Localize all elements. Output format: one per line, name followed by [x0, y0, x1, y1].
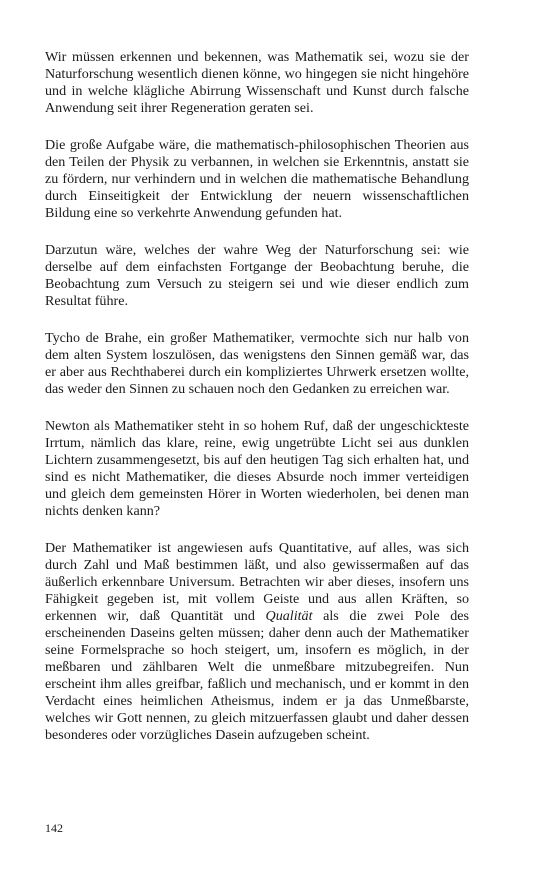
body-text	[45, 49, 469, 744]
paragraph-5: Newton als Mathematiker steht in so hohem Ruf, daß der ungeschickteste Irrtum, nämlich das klare, reine, ewig ungetrübte Licht sei aus dunklen Lichtern zusammengesetzt, bis auf den heutigen Tag sich erhalten hat, und sind es nicht Mathematiker, die dieses Absurde noch immer verteidigen und gleich dem gemeinsten Hörer in Worten wiederholen, bei denen man nichts denken kann?	[45, 418, 469, 519]
paragraph-6-emphasis: Qualität	[265, 608, 313, 624]
paragraph-6	[45, 540, 469, 744]
paragraph-6-before: Der Mathematiker ist angewiesen aufs Quantitative, auf alles, was sich durch Zahl und Maß bestimmen läßt, und also gewissermaßen auf das äußerlich erkennbare Universum. Betrachten wir aber dieses, insofern uns Fähigkeit gegeben ist, mit vollem Geiste und aus allen Kräften, so erkennen wir, daß Quantität und	[45, 540, 469, 624]
paragraph-6-after: als die zwei Pole des erscheinenden Daseins gelten müssen; daher denn auch der Mathematiker seine Formelsprache so hoch steigert, um, insofern es möglich, in der meßbaren und zählbaren Welt die unmeßbare mitzubegreifen. Nun erscheint ihm alles greifbar, faßlich und mechanisch, und er kommt in den Verdacht eines heimlichen Atheismus, indem er ja das Unmeßbarste, welches wir Gott nennen, zu gleich mitzuerfassen glaubt und daher dessen besonderes oder vorzügliches Dasein aufzugeben scheint.	[45, 608, 469, 743]
paragraph-3: Darzutun wäre, welches der wahre Weg der Naturforschung sei: wie derselbe auf dem einfachsten Fortgange der Beobachtung beruhe, die Beobachtung zum Versuch zu steigern sei und wie dieser endlich zum Resultat führe.	[45, 242, 469, 309]
paragraph-4: Tycho de Brahe, ein großer Mathematiker, vermochte sich nur halb von dem alten System loszulösen, das wenigstens den Sinnen gemäß war, das er aber aus Rechthaberei durch ein kompliziertes Uhrwerk ersetzen wollte, das weder den Sinnen zu schauen noch den Gedanken zu erreichen war.	[45, 330, 469, 397]
paragraph-2: Die große Aufgabe wäre, die mathematisch-philosophischen Theorien aus den Teilen der Physik zu verbannen, in welchen sie Erkenntnis, anstatt sie zu fördern, nur verhindern und in welchen die mathematische Behandlung durch Einseitigkeit der Entwicklung der neuern wissenschaftlichen Bildung eine so verkehrte Anwendung gefunden hat.	[45, 137, 469, 221]
paragraph-1: Wir müssen erkennen und bekennen, was Mathematik sei, wozu sie der Naturforschung wesentlich dienen könne, wo hingegen sie nicht hingehöre und in welche klägliche Abirrung Wissenschaft und Kunst durch falsche Anwendung seit ihrer Regeneration geraten sei.	[45, 49, 469, 116]
page-number: 142	[45, 821, 63, 835]
